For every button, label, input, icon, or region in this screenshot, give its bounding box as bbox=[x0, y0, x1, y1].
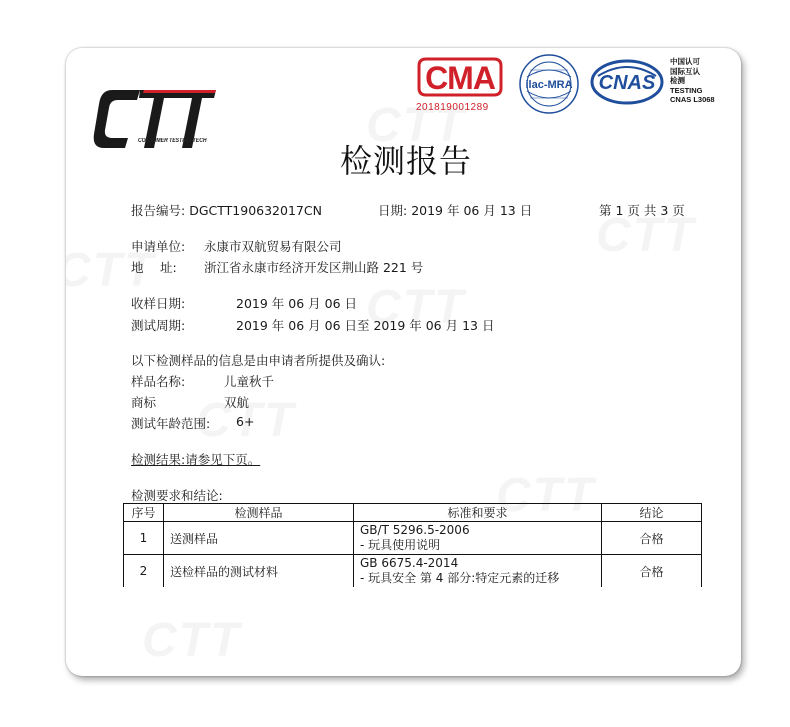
age-range-label: 测试年龄范围: bbox=[131, 416, 211, 431]
test-period: 2019 年 06 月 06 日至 2019 年 06 月 13 日 bbox=[236, 318, 495, 333]
brand-label: 商标 bbox=[131, 395, 157, 410]
row-sample: 送检样品的测试材料 bbox=[164, 555, 354, 588]
row-sample: 送测样品 bbox=[164, 522, 354, 555]
address: 浙江省永康市经济开发区荆山路 221 号 bbox=[204, 260, 424, 275]
col-header: 检测样品 bbox=[164, 504, 354, 522]
col-header: 序号 bbox=[124, 504, 164, 522]
table-header-row bbox=[124, 504, 702, 522]
report-number: 报告编号: DGCTT190632017CN bbox=[131, 203, 322, 218]
ctt-logo-subtitle: CONSUMER TESTING TECH bbox=[138, 138, 207, 144]
applicant-unit: 永康市双航贸易有限公司 bbox=[204, 239, 342, 254]
ilac-mra-logo bbox=[518, 53, 580, 115]
col-header: 结论 bbox=[602, 504, 702, 522]
received-date-label: 收样日期: bbox=[131, 296, 186, 311]
test-period-label: 测试周期: bbox=[131, 318, 186, 333]
brand: 双航 bbox=[224, 395, 250, 410]
svg-text:CMA: CMA bbox=[425, 60, 495, 96]
report-card bbox=[66, 48, 741, 676]
watermark bbox=[142, 613, 241, 668]
row-conclusion: 合格 bbox=[602, 555, 702, 588]
row-number: 2 bbox=[124, 555, 164, 588]
col-header: 标准和要求 bbox=[354, 504, 602, 522]
row-standard: GB/T 5296.5-2006 - 玩具使用说明 bbox=[354, 522, 602, 555]
page-info: 第 1 页 共 3 页 bbox=[599, 203, 685, 218]
results-table bbox=[123, 503, 702, 587]
row-standard: GB 6675.4-2014 - 玩具安全 第 4 部分:特定元素的迁移 bbox=[354, 555, 602, 588]
received-date: 2019 年 06 月 06 日 bbox=[236, 296, 357, 311]
cnas-logo bbox=[590, 58, 664, 106]
sample-name-label: 样品名称: bbox=[131, 374, 186, 389]
cma-number: 201819001289 bbox=[416, 102, 489, 113]
sample-intro: 以下检测样品的信息是由申请者所提供及确认: bbox=[131, 353, 386, 368]
cma-logo bbox=[416, 56, 504, 98]
result-note: 检测结果:请参见下页。 bbox=[131, 452, 261, 467]
applicant-unit-label: 申请单位: bbox=[131, 239, 186, 254]
address-label: 地 址: bbox=[131, 260, 177, 275]
requirements-title: 检测要求和结论: bbox=[131, 488, 223, 503]
svg-text:CNAS: CNAS bbox=[598, 72, 656, 94]
row-number: 1 bbox=[124, 522, 164, 555]
cnas-side-text: 中国认可 国际互认 检测 TESTING CNAS L3068 bbox=[670, 57, 715, 104]
report-title: 检测报告 bbox=[340, 142, 473, 180]
sample-name: 儿童秋千 bbox=[224, 374, 275, 389]
table-row bbox=[124, 555, 702, 588]
report-date: 日期: 2019 年 06 月 13 日 bbox=[378, 203, 533, 218]
svg-text:ilac-MRA: ilac-MRA bbox=[525, 79, 573, 91]
table-row bbox=[124, 522, 702, 555]
age-range: 6+ bbox=[236, 414, 255, 429]
row-conclusion: 合格 bbox=[602, 522, 702, 555]
